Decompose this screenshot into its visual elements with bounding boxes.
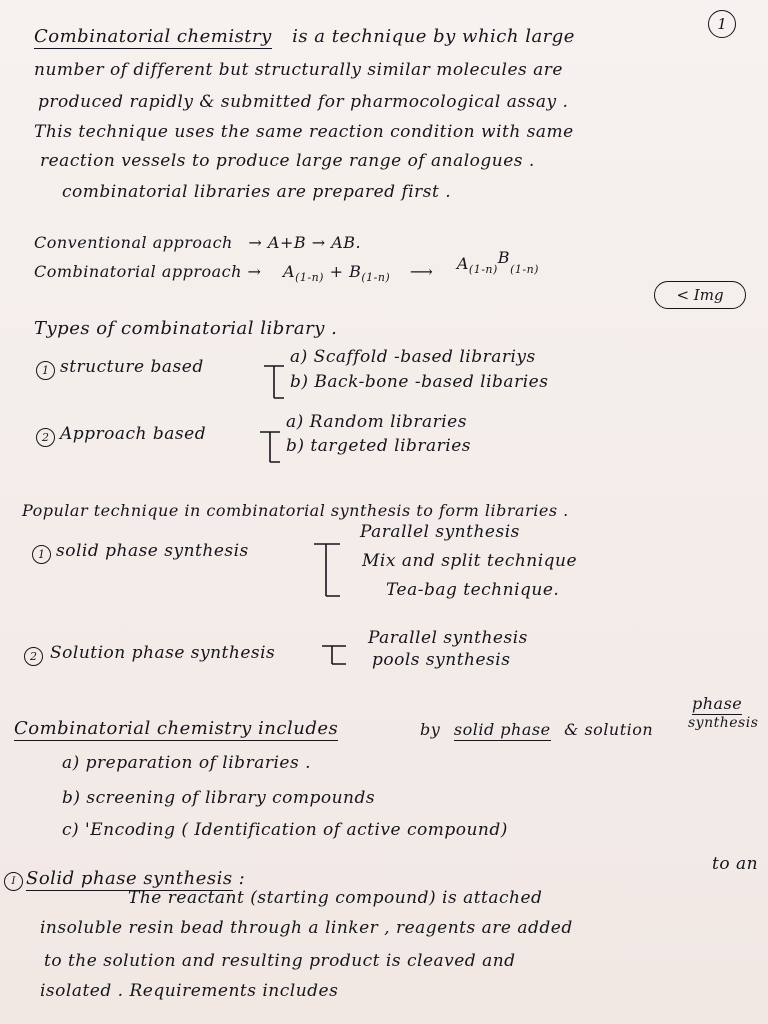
solution-phase-label: Solution phase synthesis	[50, 643, 276, 663]
includes-item-a: a) preparation of libraries .	[62, 753, 311, 773]
solid-phase-label: solid phase synthesis	[56, 541, 249, 561]
includes-item-c: c) 'Encoding ( Identification of active compound)	[62, 820, 508, 840]
parallel-synthesis: Parallel synthesis	[360, 522, 520, 542]
reactant-b: $B_{(1-n)}$	[349, 262, 391, 285]
pools-synthesis: pools synthesis	[372, 650, 511, 670]
includes-solid-solution: by solid phase & solution	[420, 720, 654, 739]
conventional-line	[34, 235, 361, 251]
popular-number-2: 2	[24, 647, 43, 666]
section-line-3: insoluble resin bead through a linker , reagents are added	[40, 918, 573, 938]
popular-number-1: 1	[32, 545, 51, 564]
types-heading: Types of combinatorial library .	[34, 318, 338, 339]
product-ab: $A_{(1-n)}B_{(1-n)}$	[456, 248, 539, 277]
conventional-equation: → A+B → AB.	[248, 233, 362, 252]
section-line-4: to the solution and resulting product is cleaved and	[44, 951, 516, 971]
includes-item-b: b) screening of library compounds	[62, 788, 376, 808]
bracket-structure-based	[262, 358, 286, 404]
mix-and-split-technique: Mix and split technique	[362, 551, 578, 571]
intro-line-4: This technique uses the same reaction condition with same	[34, 122, 574, 142]
popular-heading: Popular technique in combinatorial synthesis to form libraries .	[22, 501, 569, 520]
bracket-solution-phase	[320, 640, 350, 670]
combinatorial-line	[34, 248, 539, 285]
solid-phase-heading: Solid phase synthesis :	[26, 868, 246, 889]
includes-heading: Combinatorial chemistry includes	[14, 718, 339, 739]
term-combinatorial-chemistry: Combinatorial chemistry	[34, 26, 272, 47]
section-number-i: I	[4, 872, 23, 891]
random-libraries: a) Random libraries	[286, 412, 467, 432]
intro-line-2: number of different but structurally similar molecules are	[34, 60, 563, 80]
structure-based-label: structure based	[60, 357, 204, 377]
intro-line-6: combinatorial libraries are prepared first .	[62, 182, 452, 202]
types-number-2: 2	[36, 428, 55, 447]
tea-bag-technique: Tea-bag technique.	[386, 580, 560, 600]
includes-phase: phase	[692, 694, 743, 713]
combinatorial-label: Combinatorial approach →	[34, 262, 262, 281]
section-line-1-rest: to an	[712, 854, 759, 874]
section-line-5: isolated . Requirements includes	[40, 981, 339, 1001]
conventional-label: Conventional approach	[34, 233, 233, 252]
intro-line-5: reaction vessels to produce large range of analogues .	[40, 151, 535, 171]
reaction-arrow: ⟶	[409, 262, 434, 281]
bracket-solid-phase	[312, 538, 342, 604]
page-number: 1	[708, 10, 736, 38]
backbone-based-libraries: b) Back-bone -based libaries	[290, 372, 549, 392]
approach-based-label: Approach based	[60, 424, 207, 444]
targeted-libraries: b) targeted libraries	[286, 436, 471, 456]
types-number-1: 1	[36, 361, 55, 380]
bracket-approach-based	[258, 424, 282, 470]
section-line-2: The reactant (starting compound) is attached	[128, 888, 543, 908]
intro-line-1	[34, 28, 575, 46]
reactant-a: $A_{(1-n)}$	[283, 262, 324, 285]
intro-line-3: produced rapidly & submitted for pharmocological assay .	[38, 92, 569, 112]
includes-synthesis: synthesis	[688, 715, 759, 731]
intro-line-1-rest: is a technique by which large	[292, 26, 575, 47]
scaffold-based-libraries: a) Scaffold -based librariys	[290, 347, 536, 367]
plus-sign: +	[329, 262, 344, 281]
importance-note: < Img	[654, 281, 746, 309]
solution-parallel-synthesis: Parallel synthesis	[368, 628, 528, 648]
